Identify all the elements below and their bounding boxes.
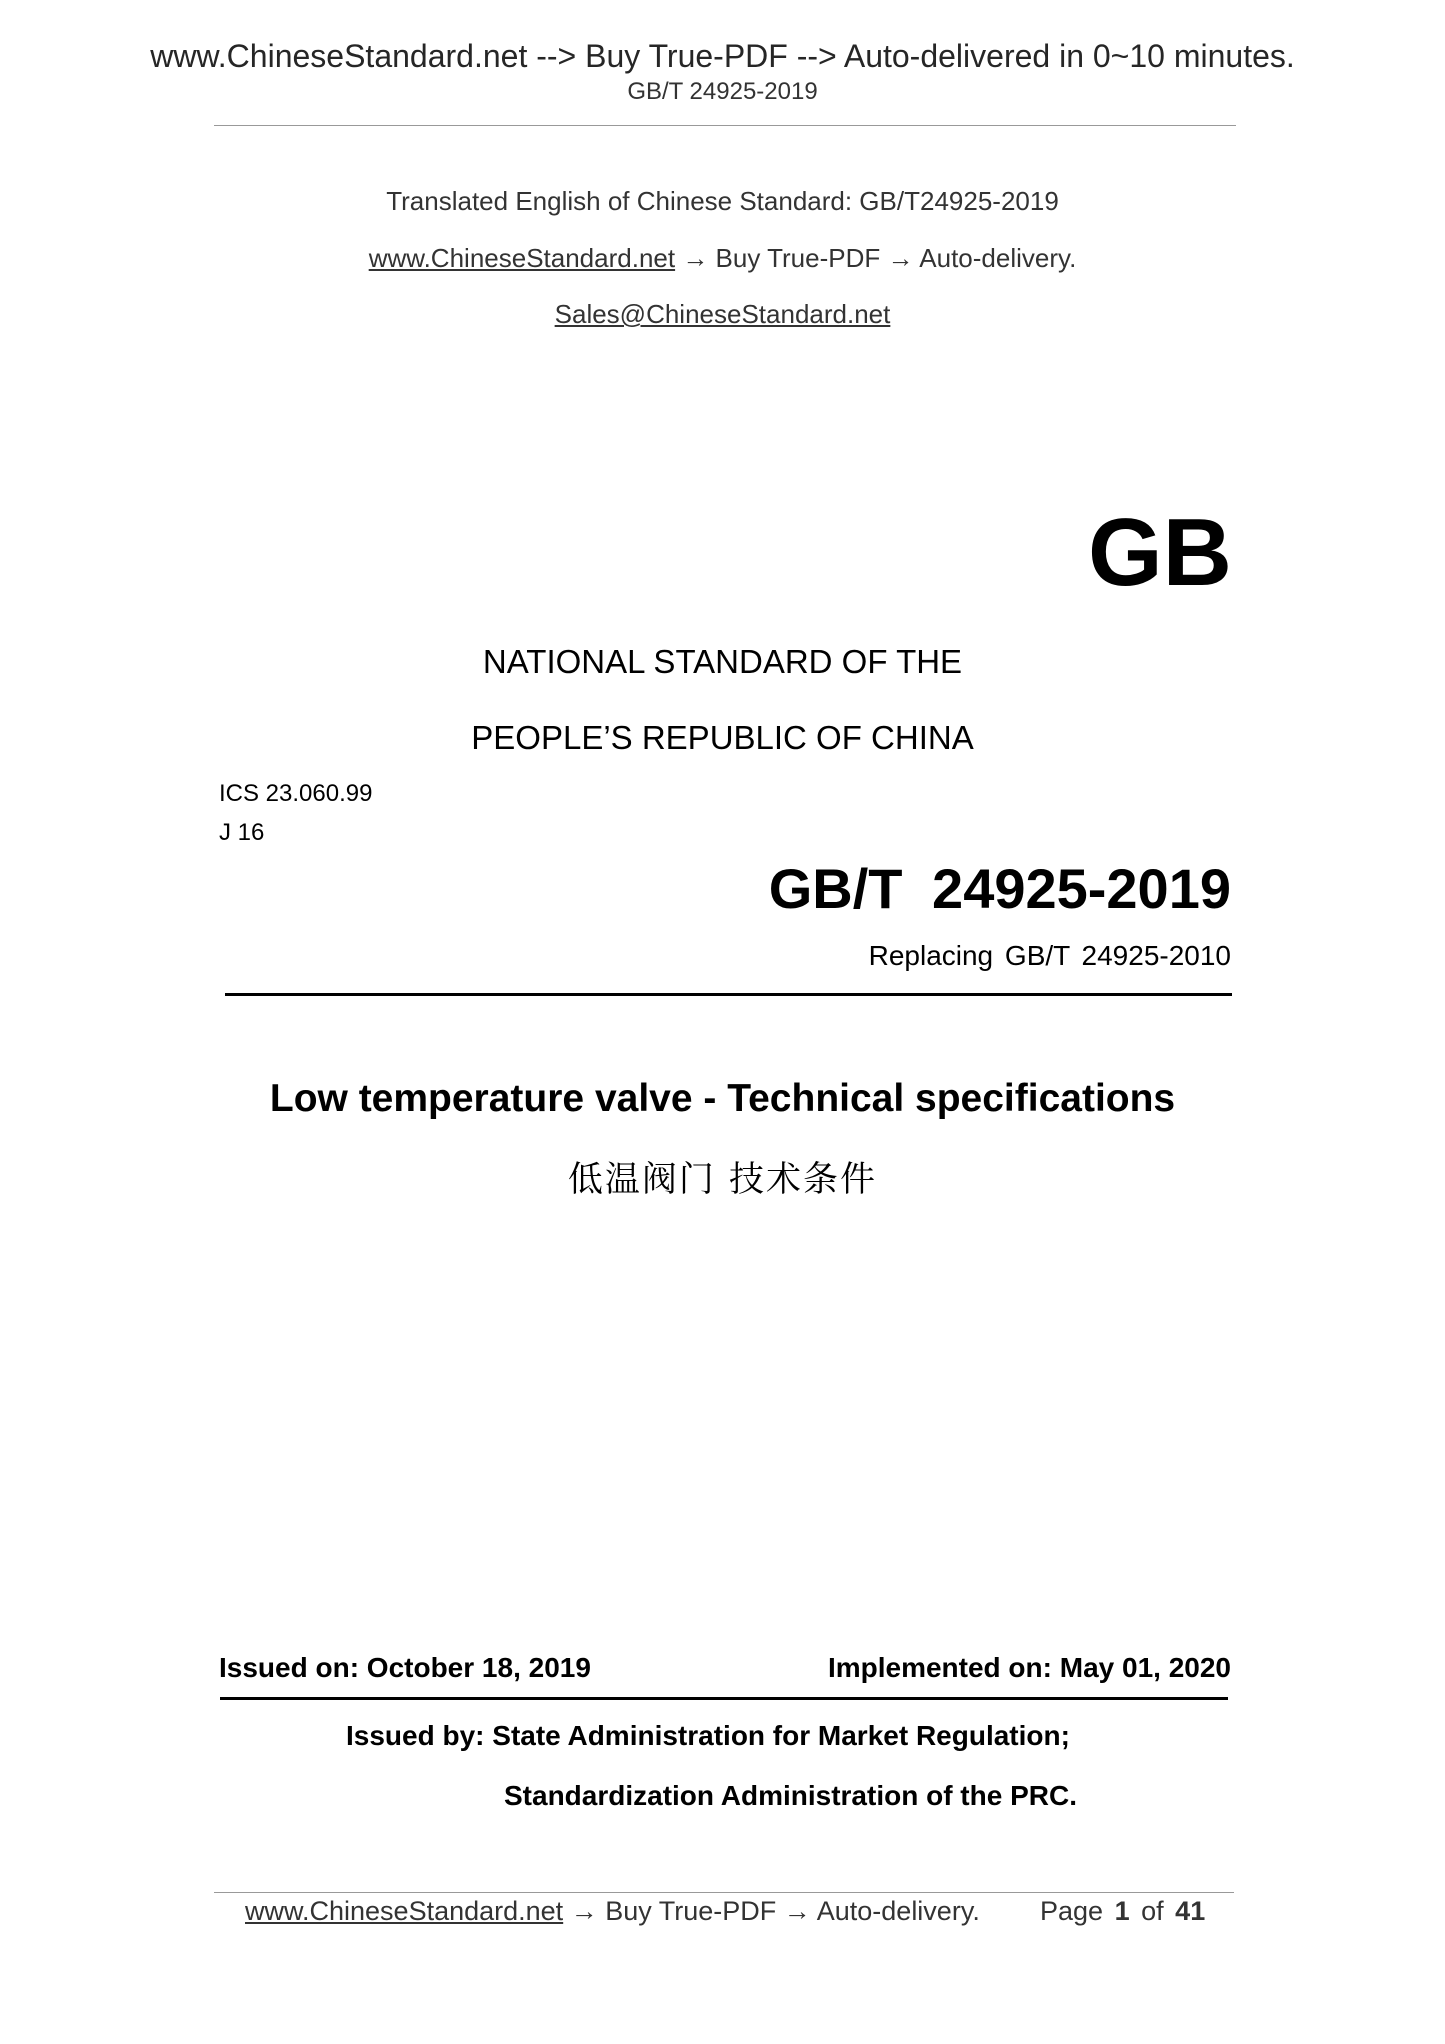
footer-divider	[214, 1892, 1234, 1893]
title-divider	[225, 993, 1232, 996]
implemented-on-date: Implemented on: May 01, 2020	[827, 1652, 1231, 1683]
issued-on-date: Issued on: October 18, 2019	[219, 1652, 591, 1683]
footer-site-link[interactable]: www.ChineseStandard.net	[245, 1896, 564, 1926]
ics-code: ICS 23.060.99	[219, 780, 373, 807]
header-banner: www.ChineseStandard.net --> Buy True-PDF --> Auto-delivered in 0~10 minutes.	[150, 38, 1295, 74]
page-indicator	[1040, 1896, 1205, 1927]
gb-mark: GB	[1088, 499, 1232, 606]
page-total: 41	[1175, 1896, 1206, 1926]
footer-buy-text: → Buy True-PDF → Auto-delivery.	[563, 1896, 980, 1926]
sales-email-link[interactable]: Sales@ChineseStandard.net	[554, 299, 891, 329]
footer-buy-line	[245, 1896, 980, 1927]
national-standard-line1: NATIONAL STANDARD OF THE	[482, 643, 963, 680]
sales-email-line	[0, 299, 1445, 330]
issued-by-line1: Issued by: State Administration for Market Regulation;	[346, 1720, 1070, 1751]
j-code: J 16	[219, 819, 265, 846]
national-standard-line2: PEOPLE’S REPUBLIC OF CHINA	[471, 719, 974, 756]
page-of: of	[1141, 1896, 1164, 1926]
site-link[interactable]: www.ChineseStandard.net	[368, 243, 676, 273]
translated-title: Translated English of Chinese Standard: GB/T24925-2019	[386, 186, 1059, 216]
issue-divider	[220, 1697, 1228, 1700]
header-divider	[214, 125, 1236, 126]
page-label: Page	[1040, 1896, 1104, 1926]
standard-code: GB/T 24925-2019	[768, 857, 1231, 920]
replacing-code: Replacing GB/T 24925-2010	[868, 940, 1231, 971]
header-standard-code: GB/T 24925-2019	[627, 78, 818, 105]
page-current: 1	[1114, 1896, 1130, 1926]
buy-line	[0, 243, 1445, 274]
title-chinese: 低温阀门 技术条件	[567, 1160, 878, 1200]
buy-text: → Buy True-PDF → Auto-delivery.	[675, 243, 1077, 273]
issued-by-line2: Standardization Administration of the PRC.	[504, 1780, 1077, 1811]
title-english: Low temperature valve - Technical specifications	[269, 1077, 1176, 1120]
